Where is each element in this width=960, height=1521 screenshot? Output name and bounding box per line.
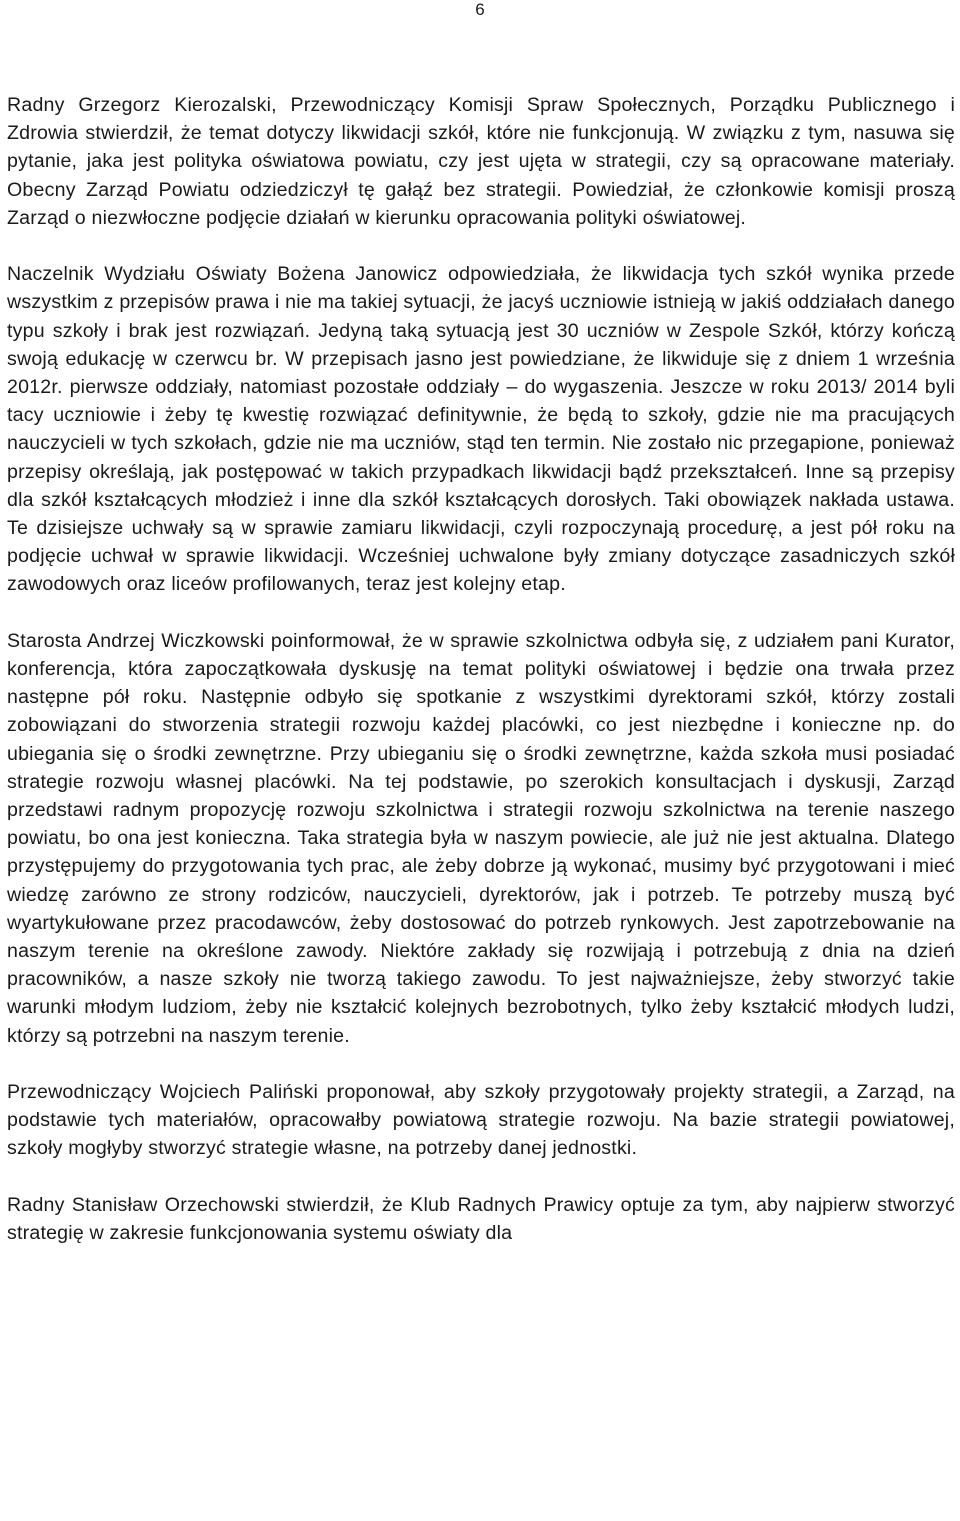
paragraph-orzechowski: Radny Stanisław Orzechowski stwierdził, że Klub Radnych Prawicy optuje za tym, aby najpierw stworzyć strategię w zakresie funkcjonowania systemu oświaty dla: [7, 1193, 955, 1245]
page-number: 6: [475, 0, 485, 19]
document-body: [7, 91, 955, 1247]
paragraph-janowicz: Naczelnik Wydziału Oświaty Bożena Janowicz odpowiedziała, że likwidacja tych szkół wynika przede wszystkim z przepisów prawa i nie ma takiej sytuacji, że jacyś uczniowie istnieją w jakiś oddziałach danego typu szkoły i brak jest rozwiązań. Jedyną taką sytuacją jest 30 uczniów w Zespole Szkół, którzy kończą swoją edukację w czerwcu br. W przepisach jasno jest powiedziane, że likwiduje się z dniem 1 września 2012r. pierwsze oddziały, natomiast pozostałe oddziały – do wygaszenia. Jeszcze w roku 2013/ 2014 byli tacy uczniowie i żeby tę kwestię rozwiązać definitywnie, że będą to szkoły, gdzie nie ma pracujących nauczycieli w tych szkołach, gdzie nie ma uczniów, stąd ten termin. Nie zostało nic przegapione, ponieważ przepisy określają, jak postępować w takich przypadkach likwidacji bądź przekształceń. Inne są przepisy dla szkół kształcących młodzież i inne dla szkół kształcących dorosłych. Taki obowiązek nakłada ustawa. Te dzisiejsze uchwały są w sprawie zamiaru likwidacji, czyli rozpoczynają procedurę, a jest pół roku na podjęcie uchwał w sprawie likwidacji. Wcześniej uchwalone były zmiany dotyczące zasadniczych szkół zawodowych oraz liceów profilowanych, teraz jest kolejny etap.: [7, 263, 955, 596]
paragraph-kierozalski: Radny Grzegorz Kierozalski, Przewodniczący Komisji Spraw Społecznych, Porządku Publicznego i Zdrowia stwierdził, że temat dotyczy likwidacji szkół, które nie funkcjonują. W związku z tym, nasuwa się pytanie, jaka jest polityka oświatowa powiatu, czy jest ujęta w strategii, czy są opracowane materiały. Obecny Zarząd Powiatu odziedziczył tę gałąź bez strategii. Powiedział, że członkowie komisji proszą Zarząd o niezwłoczne podjęcie działań w kierunku opracowania polityki oświatowej.: [7, 94, 955, 229]
paragraph-wiczkowski: Starosta Andrzej Wiczkowski poinformował, że w sprawie szkolnictwa odbyła się, z udziałem pani Kurator, konferencja, która zapoczątkowała dyskusję na temat polityki oświatowej i będzie ona trwała przez następne pół roku. Następnie odbyło się spotkanie z wszystkimi dyrektorami szkół, którzy zostali zobowiązani do stworzenia strategii rozwoju każdej placówki, co jest niezbędne i konieczne np. do ubiegania się o środki zewnętrzne. Przy ubieganiu się o środki zewnętrzne, każda szkoła musi posiadać strategie rozwoju własnej placówki. Na tej podstawie, po szerokich konsultacjach i dyskusji, Zarząd przedstawi radnym propozycję rozwoju szkolnictwa i strategii rozwoju szkolnictwa na terenie naszego powiatu, bo ona jest konieczna. Taka strategia była w naszym powiecie, ale już nie jest aktualna. Dlatego przystępujemy do przygotowania tych prac, ale żeby dobrze ją wykonać, musimy być przygotowani i mieć wiedzę zarówno ze strony rodziców, nauczycieli, dyrektorów, jak i potrzeb. Te potrzeby muszą być wyartykułowane przez pracodawców, żeby dostosować do potrzeb rynkowych. Jest zapotrzebowanie na naszym terenie na określone zawody. Niektóre zakłady się rozwijają i potrzebują z dnia na dzień pracowników, a nasze szkoły nie tworzą takiego zawodu. To jest najważniejsze, żeby stworzyć takie warunki młodym ludziom, żeby nie kształcić kolejnych bezrobotnych, tylko żeby kształcić młodych ludzi, którzy są potrzebni na naszym terenie.: [7, 629, 955, 1047]
paragraph-palinski: Przewodniczący Wojciech Paliński proponował, aby szkoły przygotowały projekty strategii, a Zarząd, na podstawie tych materiałów, opracowałby powiatową strategie rozwoju. Na bazie strategii powiatowej, szkoły mogłyby stworzyć strategie własne, na potrzeby danej jednostki.: [7, 1081, 955, 1160]
